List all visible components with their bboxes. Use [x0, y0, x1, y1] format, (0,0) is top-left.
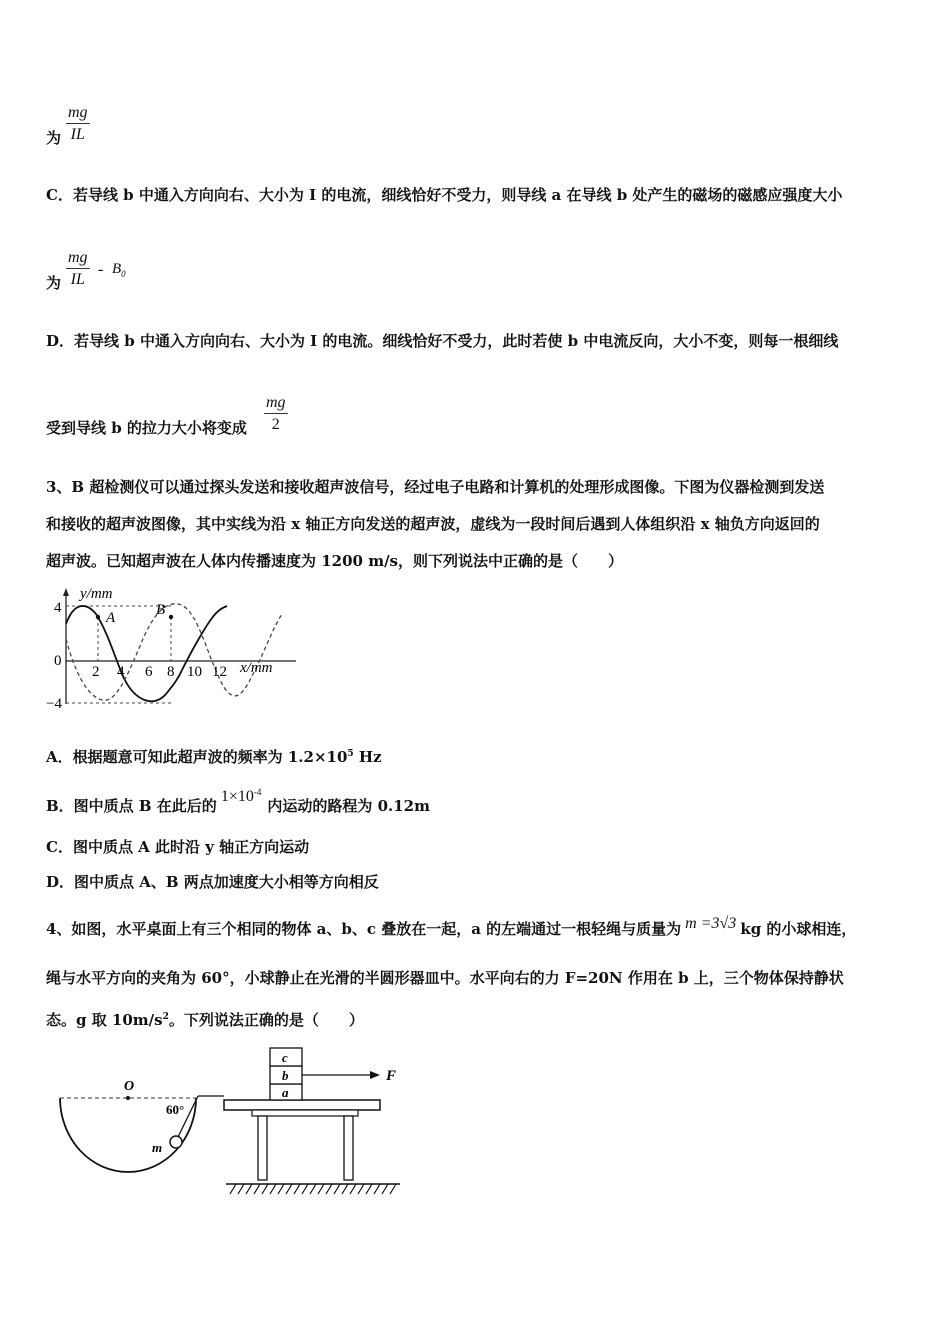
q2-option-c: C．若导线 b 中通入方向向右、大小为 I 的电流，细线恰好不受力，则导线 a 在导线 b 处产生的磁场的磁感应强度大小: [46, 186, 843, 204]
label-f: F: [386, 1068, 397, 1084]
q3-line-1: 3、B 超检测仪可以通过探头发送和接收超声波信号，经过电子电路和计算机的处理形成图像。下图为仪器检测到发送: [46, 478, 825, 496]
q2-c-denominator: IL: [70, 271, 85, 288]
q4-line3-tail: 。下列说法正确的是（ ）: [168, 1011, 364, 1029]
label-m: m: [152, 1140, 163, 1155]
q4-line1-tail: kg 的小球相连，: [740, 920, 857, 938]
x-tick-6: 6: [145, 664, 153, 680]
table-leg-left: [258, 1116, 267, 1180]
y-tick-4: 4: [54, 600, 62, 616]
q2-b-prefix: 为: [46, 129, 62, 147]
table-apron: [252, 1110, 358, 1116]
label-b: b: [282, 1068, 289, 1083]
table-top: [224, 1100, 380, 1110]
q4-line3-text: 态。g 取 10m/s: [46, 1011, 163, 1029]
y-axis-label: y/mm: [80, 586, 113, 602]
q4-line-2: 绳与水平方向的夹角为 60°，小球静止在光滑的半圆形器皿中。水平向右的力 F=20N 作用在 b 上，三个物体保持静状: [46, 969, 844, 987]
x-tick-8: 8: [167, 664, 175, 680]
q3-option-d: D．图中质点 A、B 两点加速度大小相等方向相反: [46, 873, 379, 891]
x-tick-12: 12: [212, 664, 227, 680]
q2-c-b-subscript: 0: [121, 269, 126, 279]
q2-c-numerator: mg: [66, 249, 90, 269]
q2-option-d-tail: [46, 418, 247, 438]
q3-option-b: [46, 787, 430, 817]
q3-b-math-exponent: -4: [253, 787, 262, 797]
wave-graph: [44, 584, 304, 714]
label-c: c: [282, 1050, 288, 1065]
q3-b-math: [221, 788, 262, 805]
q2-c-minus: -: [98, 261, 104, 278]
q2-c-fraction: [66, 249, 90, 289]
point-b-label: B: [156, 602, 166, 618]
force-arrow-head: [370, 1071, 380, 1079]
q4-line-1: [46, 915, 857, 940]
x-axis-label: x/mm: [240, 660, 273, 676]
q2-option-b-tail: [46, 128, 61, 148]
q2-d-numerator: mg: [264, 394, 288, 414]
y-tick-0: 0: [54, 653, 62, 669]
q4-mass-math: m =3√3: [685, 915, 737, 932]
q2-d-fraction: [264, 394, 288, 434]
q3-b-tail: 内运动的路程为 0.12m: [267, 797, 430, 815]
label-angle: 60°: [166, 1102, 185, 1117]
q2-d-prefix: 受到导线 b 的拉力大小将变成: [46, 419, 247, 437]
ball: [170, 1136, 182, 1148]
q2-c-b0: [112, 261, 126, 279]
x-tick-4: 4: [117, 664, 125, 680]
q3-a-text: A．根据题意可知此超声波的频率为 1.2×10: [46, 748, 348, 766]
table-leg-right: [344, 1116, 353, 1180]
center-o-marker: [126, 1096, 130, 1100]
point-a-label: A: [106, 610, 116, 626]
x-tick-10: 10: [187, 664, 202, 680]
q2-option-d: D．若导线 b 中通入方向向右、大小为 I 的电流。细线恰好不受力，此时若使 b 中电流反向，大小不变，则每一根细线: [46, 332, 839, 350]
q2-b-denominator: IL: [70, 126, 85, 143]
q3-line-2: 和接收的超声波图像，其中实线为沿 x 轴正方向发送的超声波，虚线为一段时间后遇到人体组织沿 x 轴负方向返回的: [46, 515, 820, 533]
sent-wave: [66, 606, 182, 701]
x-tick-2: 2: [92, 664, 100, 680]
q3-option-c: C．图中质点 A 此时沿 y 轴正方向运动: [46, 838, 310, 856]
q4-line-3: [46, 1007, 364, 1030]
q3-b-text: B．图中质点 B 在此后的: [46, 797, 217, 815]
q2-c-b-symbol: B: [112, 261, 122, 277]
q3-a-exponent: 5: [347, 749, 354, 759]
q2-d-denominator: 2: [271, 416, 280, 433]
point-b-marker: [169, 615, 173, 619]
q4-line3-exponent: 2: [162, 1012, 169, 1022]
q3-option-a: [46, 744, 382, 767]
label-o: O: [124, 1079, 135, 1094]
figure-4: [52, 1042, 412, 1202]
label-a: a: [282, 1085, 289, 1100]
q4-line1-text: 4、如图，水平桌面上有三个相同的物体 a、b、c 叠放在一起，a 的左端通过一根轻绳与质量为: [46, 920, 682, 938]
point-a-marker: [96, 615, 100, 619]
ground-hatching: [230, 1184, 396, 1194]
q3-b-math-base: 1×10: [220, 788, 254, 805]
q2-b-fraction: [66, 104, 90, 144]
q3-a-unit: Hz: [353, 748, 382, 766]
q2-b-numerator: mg: [66, 104, 90, 124]
q3-line-3: 超声波。已知超声波在人体内传播速度为 1200 m/s，则下列说法中正确的是（ ）: [46, 552, 623, 570]
q2-c-prefix: 为: [46, 274, 62, 292]
y-tick-neg4: −4: [46, 696, 62, 712]
q2-option-c-tail: [46, 273, 61, 293]
y-axis-arrow: [63, 588, 69, 596]
